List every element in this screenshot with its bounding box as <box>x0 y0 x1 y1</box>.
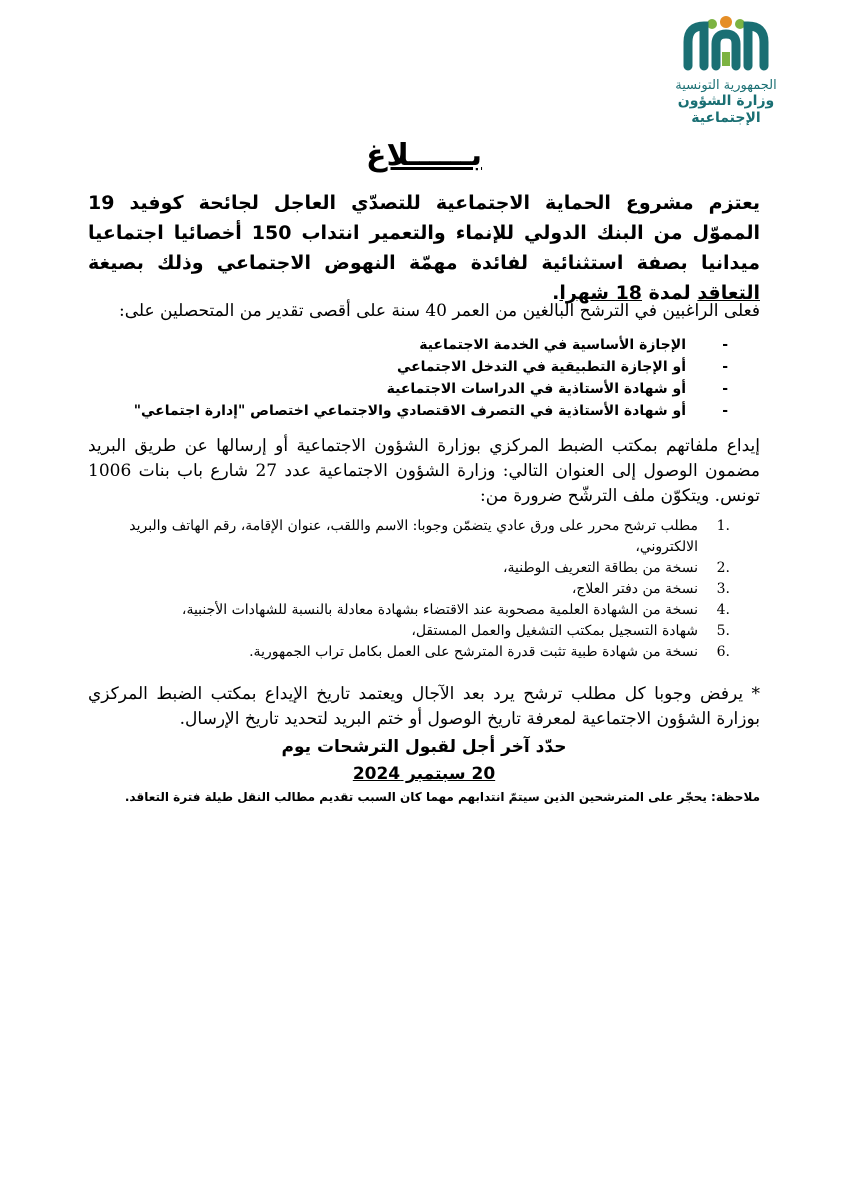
document-item <box>88 642 730 663</box>
document-number: 3. <box>716 581 730 597</box>
document-item <box>88 558 730 579</box>
qualification-item <box>88 400 728 422</box>
logo-country: الجمهورية التونسية <box>675 78 777 93</box>
qualification-text: أو شهادة الأستاذية في التصرف الاقتصادي والاجتماعي اختصاص "إدارة اجتماعي" <box>133 403 686 419</box>
document-item <box>88 516 730 558</box>
deadline-date: 20 سبتمبر 2024 <box>352 764 496 784</box>
qualification-text: أو الإجازة التطبيقية في التدخل الاجتماعي <box>396 359 686 375</box>
submission-instructions: إيداع ملفاتهم بمكتب الضبط المركزي بوزارة الشؤون الاجتماعية أو إرسالها عن طريق البريد مضمون الوصول إلى العنوان التالي: وزارة الشؤون الاجتماعية عدد 27 شارع باب بنات 1006 تونس. ويتكوّن ملف الترشّح ضرورة من: <box>88 436 761 506</box>
document-item <box>88 579 730 600</box>
list-dash: - <box>722 337 728 353</box>
document-number: 5. <box>716 623 730 639</box>
intro-text-2: لمدة <box>642 282 698 304</box>
qualification-text: أو شهادة الأستاذية في الدراسات الاجتماعية <box>386 381 686 397</box>
qualification-item <box>88 378 728 400</box>
eligibility-text: فعلى الراغبين في الترشح البالغين من العمر 40 سنة على أقصى تقدير من المتحصلين على: <box>118 301 760 321</box>
intro-text-1: يعتزم مشروع الحماية الاجتماعية للتصدّي العاجل لجائحة كوفيد 19 المموّل من البنك الدولي للإنماء والتعمير انتداب 150 أخصائيا اجتماعيا ميدانيا بصفة استثنائية لفائدة مهمّة النهوض الاجتماعي وذلك بصيغة <box>88 192 760 274</box>
document-item <box>88 600 730 621</box>
page-title: بــــــلاغ <box>365 138 483 173</box>
document-item <box>88 621 730 642</box>
intro-text-3: . <box>552 282 560 304</box>
list-dash: - <box>722 359 728 375</box>
deadline-block <box>0 734 848 788</box>
document-number: 2. <box>716 560 730 576</box>
list-dash: - <box>722 381 728 397</box>
qualification-item <box>88 334 728 356</box>
document-text: مطلب ترشح محرر على ورق عادي يتضمّن وجوبا: الاسم واللقب، عنوان الإقامة، رقم الهاتف والبريد الالكتروني، <box>129 518 698 555</box>
document-text: شهادة التسجيل بمكتب التشغيل والعمل المستقل، <box>411 623 698 639</box>
note-text: ملاحظة: يحجّر على المترشحين الذين سيتمّ انتدابهم مهما كان السبب تقديم مطالب النقل طيلة فترة التعاقد. <box>124 790 760 804</box>
qualification-text: الإجازة الأساسية في الخدمة الاجتماعية <box>419 337 686 353</box>
document-number: 1. <box>716 518 730 534</box>
document-number: 4. <box>716 602 730 618</box>
document-text: نسخة من شهادة طبية تثبت قدرة المترشح على العمل بكامل تراب الجمهورية. <box>249 644 698 660</box>
ministry-logo <box>666 12 786 127</box>
intro-duration: 18 شهرا <box>559 282 643 304</box>
rejection-notice: * يرفض وجوبا كل مطلب ترشح يرد بعد الآجال ويعتمد تاريخ الإيداع بمكتب الضبط المركزي بوزارة الشؤون الاجتماعية لمعرفة تاريخ الوصول أو ختم البريد لتحديد تاريخ الإرسال. <box>88 684 760 729</box>
document-text: نسخة من دفتر العلاج، <box>571 581 698 597</box>
document-text: نسخة من بطاقة التعريف الوطنية، <box>503 560 698 576</box>
intro-contract-type: التعاقد <box>697 282 760 304</box>
document-text: نسخة من الشهادة العلمية مصحوبة عند الاقتضاء بشهادة معادلة بالنسبة للشهادات الأجنبية، <box>181 602 698 618</box>
ministry-emblem-icon <box>674 12 778 74</box>
deadline-label: حدّد آخر أجل لقبول الترشحات يوم <box>281 737 567 757</box>
qualifications-list <box>88 334 728 422</box>
document-number: 6. <box>716 644 730 660</box>
qualification-item <box>88 356 728 378</box>
logo-ministry: وزارة الشؤون الإجتماعية <box>677 93 775 126</box>
required-documents-list <box>88 516 730 663</box>
intro-paragraph <box>88 188 760 308</box>
list-dash: - <box>722 403 728 419</box>
